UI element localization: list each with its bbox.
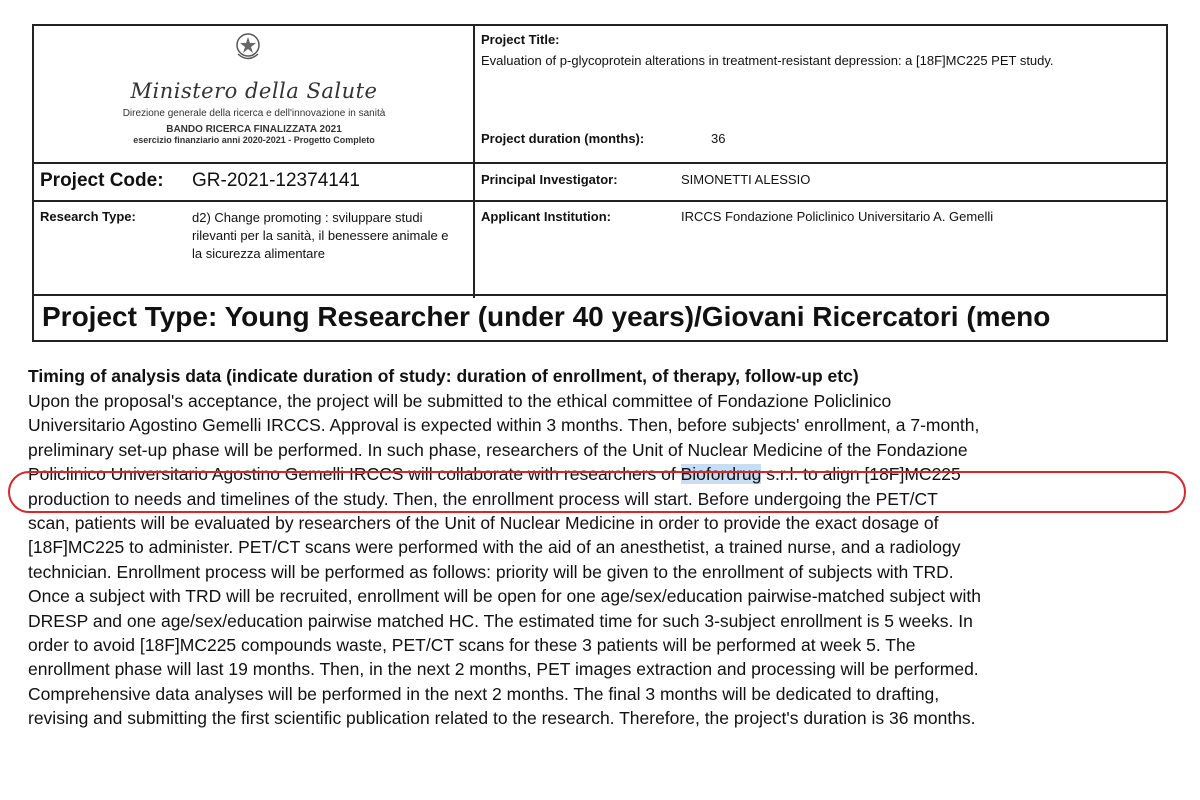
principal-investigator-value: SIMONETTI ALESSIO — [681, 172, 811, 187]
project-code-value: GR-2021-12374141 — [192, 170, 360, 191]
timing-section — [28, 366, 1178, 731]
body-line: [18F]MC225 to administer. PET/CT scans were performed with the aid of an anesthetist, a trained nurse, and a radiology — [28, 537, 961, 558]
selected-word[interactable]: Biofordrug — [680, 464, 762, 485]
body-line: order to avoid [18F]MC225 compounds waste, PET/CT scans for these 3 patients will be performed at week 5. The — [28, 635, 916, 656]
highlight-before: Policlinico Universitario Agostino Gemelli IRCCS will collaborate with researchers of — [28, 464, 681, 485]
body-line: enrollment phase will last 19 months. Then, in the next 2 months, PET images extraction and processing will be performed. — [28, 659, 979, 680]
section-title: Timing of analysis data (indicate duration of study: duration of enrollment, of therapy, follow-up etc) — [28, 366, 859, 386]
body-line: revising and submitting the first scientific publication related to the research. Therefore, the project's duration is 36 months. — [28, 708, 976, 729]
ministry-name: Ministero della Salute — [130, 79, 378, 103]
body-line: scan, patients will be evaluated by researchers of the Unit of Nuclear Medicine in order to provide the exact dosage of — [28, 513, 939, 534]
project-header-table — [32, 24, 1168, 342]
italian-republic-emblem-icon — [234, 32, 262, 62]
body-line: preliminary set-up phase will be performed. In such phase, researchers of the Unit of Nuclear Medicine of the Fondazione — [28, 439, 968, 460]
section-body — [28, 389, 1178, 731]
body-line: DRESP and one age/sex/education pairwise matched HC. The estimated time for such 3-subject enrollment is 5 weeks. In — [28, 610, 973, 631]
body-line: technician. Enrollment process will be performed as follows: priority will be given to the enrollment of subjects with TRD. — [28, 561, 954, 582]
body-line: production to needs and timelines of the study. Then, the enrollment process will start. Before undergoing the PET/CT — [28, 488, 938, 509]
annotation-oval — [8, 471, 1186, 513]
research-type-value: d2) Change promoting : sviluppare studi rilevanti per la sanità, il benessere animale e la sicurezza alimentare — [192, 210, 449, 261]
applicant-institution-value: IRCCS Fondazione Policlinico Universitario A. Gemelli — [681, 209, 994, 224]
esercizio-label: esercizio finanziario anni 2020-2021 - Progetto Completo — [133, 135, 375, 145]
project-title-value: Evaluation of p-glycoprotein alterations in treatment-resistant depression: a [18F]MC225 PET study. — [481, 53, 1054, 68]
ministry-subtitle: Direzione generale della ricerca e dell'innovazione in sanità — [122, 108, 386, 119]
project-title-label: Project Title: — [481, 32, 560, 47]
body-line: Once a subject with TRD will be recruited, enrollment will be open for one age/sex/education pairwise-matched subject with — [28, 586, 981, 607]
body-line: Universitario Agostino Gemelli IRCCS. Approval is expected within 3 months. Then, before subjects' enrollment, a 7-month, — [28, 415, 980, 436]
body-line: Comprehensive data analyses will be performed in the next 2 months. The final 3 months will be dedicated to drafting, — [28, 683, 940, 704]
project-code-label: Project Code: — [40, 170, 164, 191]
research-type-label: Research Type: — [40, 209, 136, 224]
bando-label: BANDO RICERCA FINALIZZATA 2021 — [166, 124, 342, 135]
applicant-institution-label: Applicant Institution: — [481, 209, 611, 224]
body-line: Upon the proposal's acceptance, the project will be submitted to the ethical committee of Fondazione Policlinico — [28, 391, 892, 411]
highlight-after: s.r.l. to align [18F]MC225 — [761, 464, 961, 485]
project-duration-value: 36 — [711, 131, 726, 146]
project-type-heading: Project Type: Young Researcher (under 40 years)/Giovani Ricercatori (meno — [42, 301, 1051, 332]
principal-investigator-label: Principal Investigator: — [481, 172, 618, 187]
project-duration-label: Project duration (months): — [481, 131, 645, 146]
